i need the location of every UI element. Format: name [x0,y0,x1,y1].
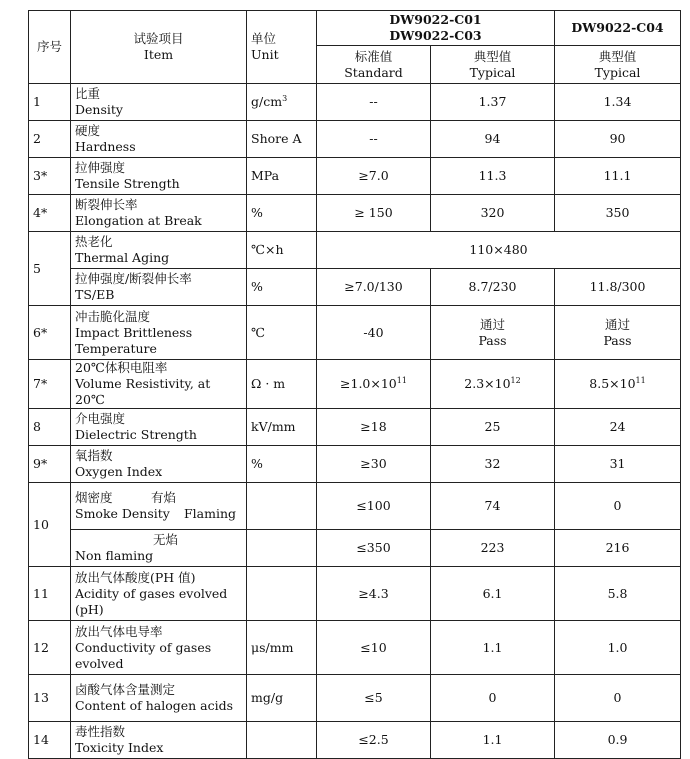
row-item [71,483,247,530]
header-standard [317,46,431,84]
row-typical-a: 25 [431,409,555,446]
row-typical-b: 11.1 [555,158,681,195]
table-row [29,621,681,675]
row-item-en: TS/EB [75,287,115,302]
table-row [29,121,681,158]
table-row [29,158,681,195]
row-typical-b: 0 [555,483,681,530]
row-item-cn: 介电强度 [75,411,126,426]
row-item-en: Oxygen Index [75,464,163,479]
row-typical-a-sup: 12 [510,375,521,385]
table-row [29,360,681,409]
row-item-cn: 20℃体积电阻率 [75,360,168,375]
header-row-1 [29,11,681,46]
row-unit-sup: 3 [282,93,288,103]
row-typical-b: 5.8 [555,567,681,621]
row-item-en-line2: (pH) [75,601,104,617]
row-unit: ℃×h [247,232,317,269]
row-item-cn: 放出气体酸度(PH 值) [75,569,196,585]
row-item [71,232,247,269]
row-item-en: Impact Brittleness [75,324,193,340]
row-item-cn: 断裂伸长率 [75,197,138,212]
row-typical-a-en: Pass [478,332,507,348]
row-standard-text: ≥1.0×10 [340,376,397,391]
row-typical-a: 94 [431,121,555,158]
row-unit: ℃ [247,306,317,360]
table-row [29,84,681,121]
header-typical-b-cn: 典型值 [598,48,637,64]
row-no: 3* [29,158,71,195]
row-unit: Shore A [247,121,317,158]
row-typical-b [555,306,681,360]
row-typical-b [555,360,681,409]
row-typical-a: 1.1 [431,722,555,759]
header-model-a [317,11,555,46]
row-no: 2 [29,121,71,158]
row-item-cn: 热老化 [75,234,113,249]
row-standard: ≥ 150 [317,195,431,232]
row-typical-b: 350 [555,195,681,232]
row-item [71,567,247,621]
row-standard: -- [317,84,431,121]
row-item [71,306,247,360]
row-typical-b: 1.34 [555,84,681,121]
table-row [29,675,681,722]
row-no: 1 [29,84,71,121]
row-item-cn: 无焰 [153,532,179,547]
row-unit [247,84,317,121]
row-item-en: Toxicity Index [75,740,164,755]
row-item-en: Smoke Density [75,506,170,521]
row-item-en: Thermal Aging [75,250,170,265]
row-unit [247,483,317,530]
row-no: 8 [29,409,71,446]
header-unit [247,11,317,84]
row-unit: kV/mm [247,409,317,446]
row-no: 7* [29,360,71,409]
row-no: 5 [29,232,71,306]
row-item-en: Non flaming [75,548,154,563]
row-merged-value: 110×480 [317,232,681,269]
row-typical-b: 216 [555,530,681,567]
header-typical-a-cn: 典型值 [473,48,512,64]
table-row [29,483,681,530]
row-item [71,84,247,121]
row-unit [247,567,317,621]
row-typical-a: 8.7/230 [431,269,555,306]
row-item-cn: 烟密度 [75,490,113,505]
row-standard: ≥7.0/130 [317,269,431,306]
row-standard: ≤5 [317,675,431,722]
row-typical-a: 11.3 [431,158,555,195]
row-standard: ≥4.3 [317,567,431,621]
row-no: 4* [29,195,71,232]
table-row [29,567,681,621]
table-subrow [29,530,681,567]
row-item-en: Conductivity of gases [75,639,212,655]
row-item [71,409,247,446]
row-no: 11 [29,567,71,621]
row-no: 10 [29,483,71,567]
row-standard: ≤2.5 [317,722,431,759]
table-row [29,195,681,232]
row-item-en: Content of halogen acids [75,698,234,713]
row-typical-a: 6.1 [431,567,555,621]
row-item-cn: 放出气体电导率 [75,623,163,639]
row-item-en: Hardness [75,139,136,154]
row-item-cn: 卤酸气体含量测定 [75,682,176,697]
row-standard: -40 [317,306,431,360]
row-item-cn: 比重 [75,86,101,101]
header-model-a-line1: DW9022-C01 [389,12,482,27]
row-no: 14 [29,722,71,759]
row-standard-sup: 11 [396,375,407,385]
row-item [71,269,247,306]
row-typical-b: 0 [555,675,681,722]
row-typical-b: 24 [555,409,681,446]
row-typical-a: 1.37 [431,84,555,121]
row-standard: ≤100 [317,483,431,530]
row-typical-a [431,306,555,360]
row-typical-a: 32 [431,446,555,483]
row-item-cn: 拉伸强度 [75,160,126,175]
row-standard: -- [317,121,431,158]
row-standard: ≥7.0 [317,158,431,195]
row-typical-a: 0 [431,675,555,722]
row-standard: ≤10 [317,621,431,675]
row-typical-a: 223 [431,530,555,567]
row-item [71,158,247,195]
spec-table [28,10,681,759]
row-item [71,530,247,567]
row-typical-b-cn: 通过 [605,316,631,332]
row-typical-a-text: 2.3×10 [464,376,511,391]
row-unit: Ω · m [247,360,317,409]
row-item-en-line [75,506,242,522]
header-item [71,11,247,84]
table-row [29,306,681,360]
row-typical-a [431,360,555,409]
table-row [29,446,681,483]
row-item-cn: 冲击脆化温度 [75,308,151,324]
row-item-en: Density [75,102,123,117]
row-item [71,675,247,722]
header-no: 序号 [29,11,71,84]
row-no: 9* [29,446,71,483]
row-unit: MPa [247,158,317,195]
table-subrow [29,269,681,306]
row-item-en-line2: evolved [75,655,124,671]
row-unit [247,530,317,567]
row-item-cn: 毒性指数 [75,724,126,739]
row-item-cn: 拉伸强度/断裂伸长率 [75,271,192,286]
header-standard-en: Standard [344,64,403,80]
row-item-en-flag: Flaming [183,506,236,521]
row-unit: % [247,446,317,483]
row-typical-b-text: 8.5×10 [589,376,636,391]
row-item [71,195,247,232]
row-typical-a-cn: 通过 [480,316,506,332]
row-typical-b: 0.9 [555,722,681,759]
row-item [71,360,247,409]
header-model-b: DW9022-C04 [555,11,681,46]
row-typical-a: 1.1 [431,621,555,675]
row-standard: ≥18 [317,409,431,446]
row-typical-b-sup: 11 [635,375,646,385]
row-item [71,121,247,158]
row-item-cn: 硬度 [75,123,101,138]
row-item-en: Elongation at Break [75,213,202,228]
row-no: 13 [29,675,71,722]
header-item-en: Item [143,47,174,62]
table-row [29,409,681,446]
row-no: 6* [29,306,71,360]
row-item-en: Volume Resistivity, at 20℃ [75,376,211,407]
header-item-cn: 试验项目 [133,31,184,46]
row-item [71,446,247,483]
row-standard: ≥30 [317,446,431,483]
header-typical-b-en: Typical [594,64,641,80]
header-unit-cn: 单位 [251,31,277,46]
row-unit: % [247,269,317,306]
row-standard: ≤350 [317,530,431,567]
header-typical-a-en: Typical [469,64,516,80]
header-unit-en: Unit [251,47,279,62]
row-typical-b: 90 [555,121,681,158]
row-typical-a: 74 [431,483,555,530]
row-typical-b: 31 [555,446,681,483]
row-typical-b: 11.8/300 [555,269,681,306]
header-model-a-line2: DW9022-C03 [389,28,482,43]
row-item-cn-line [75,490,242,506]
row-typical-b-en: Pass [603,332,632,348]
row-typical-b: 1.0 [555,621,681,675]
header-typical-a [431,46,555,84]
row-item-en-line2: Temperature [75,340,157,356]
row-no: 12 [29,621,71,675]
row-unit: % [247,195,317,232]
row-unit-text: g/cm [251,94,283,109]
header-typical-b [555,46,681,84]
row-item-en: Acidity of gases evolved [75,585,228,601]
header-standard-cn: 标准值 [354,48,393,64]
row-standard [317,360,431,409]
table-row [29,232,681,269]
row-item-cn: 氧指数 [75,448,113,463]
row-item-en: Tensile Strength [75,176,180,191]
row-unit: μs/mm [247,621,317,675]
row-unit: mg/g [247,675,317,722]
row-item-en: Dielectric Strength [75,427,197,442]
row-item-cn-flag: 有焰 [150,490,176,505]
row-typical-a: 320 [431,195,555,232]
row-item [71,621,247,675]
